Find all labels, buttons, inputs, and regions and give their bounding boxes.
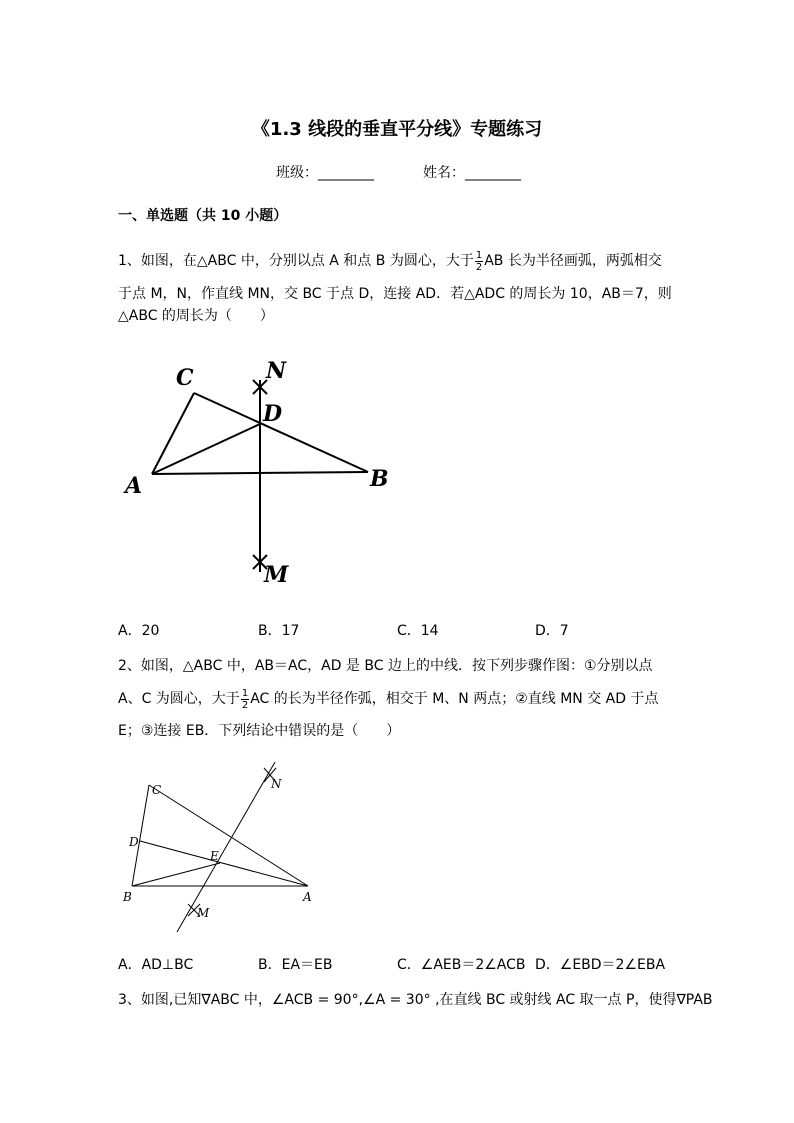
q1-label-d: D	[263, 401, 283, 427]
q2-label-n: N	[271, 777, 282, 791]
q1-line-1a: 1、如图，在△ABC 中，分别以点 A 和点 B 为圆心，大于	[118, 253, 474, 269]
q2-label-a: A	[303, 890, 312, 904]
q1-option-d[interactable]: D．7	[535, 623, 569, 639]
q2-line-mn	[177, 762, 275, 932]
q2-line-1: 2、如图，△ABC 中，AB＝AC，AD 是 BC 边上的中线．按下列步骤作图：①分别以点	[118, 658, 653, 674]
q2-label-d: D	[129, 835, 139, 849]
q2-segment-da	[140, 841, 308, 886]
q2-option-c[interactable]: C．∠AEB＝2∠ACB	[397, 957, 526, 973]
q1-fraction: $\frac{1}{2}$	[475, 249, 483, 273]
q2-option-a[interactable]: A．AD⊥BC	[118, 957, 194, 973]
q1-option-c[interactable]: C．14	[397, 623, 439, 639]
class-field-label: 班级：________	[276, 165, 374, 181]
q2-label-e: E	[210, 849, 219, 863]
q1-label-b: B	[370, 466, 389, 492]
q1-line-3: △ABC 的周长为（ ）	[118, 308, 274, 324]
q1-label-n: N	[266, 358, 287, 384]
page-title: 《1.3 线段的垂直平分线》专题练习	[251, 119, 543, 140]
section-heading: 一、单选题（共 10 小题）	[118, 208, 288, 224]
q1-segment-ca	[152, 393, 194, 474]
q1-line-1	[118, 246, 662, 276]
q2-label-c: C	[152, 783, 162, 797]
q2-option-d[interactable]: D．∠EBD＝2∠EBA	[535, 957, 666, 973]
q1-label-c: C	[176, 365, 194, 391]
q1-label-m: M	[264, 562, 289, 588]
q2-figure	[118, 760, 328, 935]
q2-line-3: E；③连接 EB．下列结论中错误的是（ ）	[118, 723, 401, 739]
q2-segment-eb	[132, 863, 220, 886]
q1-label-a: A	[125, 473, 143, 499]
name-field-label: 姓名：________	[423, 165, 521, 181]
q1-figure	[118, 350, 408, 590]
q1-segment-ad	[152, 424, 260, 474]
q2-segment-ca	[149, 785, 308, 886]
q2-fraction: $\frac{1}{2}$	[241, 687, 249, 711]
q2-label-m: M	[197, 906, 210, 920]
q1-option-b[interactable]: B．17	[258, 623, 300, 639]
q3-line-1: 3、如图,已知∇ABC 中，∠ACB = 90°,∠A = 30° ,在直线 BC 或射线 AC 取一点 P，使得∇PAB	[118, 992, 713, 1008]
q2-line-2	[118, 684, 658, 714]
q1-line-2: 于点 M，N，作直线 MN，交 BC 于点 D，连接 AD．若△ADC 的周长为 10，AB＝7，则	[118, 286, 672, 302]
q1-line-1b: AB 长为半径画弧，两弧相交	[484, 253, 662, 269]
q2-label-b: B	[123, 890, 132, 904]
q2-line-2a: A、C 为圆心，大于	[118, 691, 240, 707]
q2-option-b[interactable]: B．EA＝EB	[258, 957, 333, 973]
q1-option-a[interactable]: A．20	[118, 623, 160, 639]
q2-line-2b: AC 的长为半径作弧，相交于 M、N 两点；②直线 MN 交 AD 于点	[250, 691, 659, 707]
